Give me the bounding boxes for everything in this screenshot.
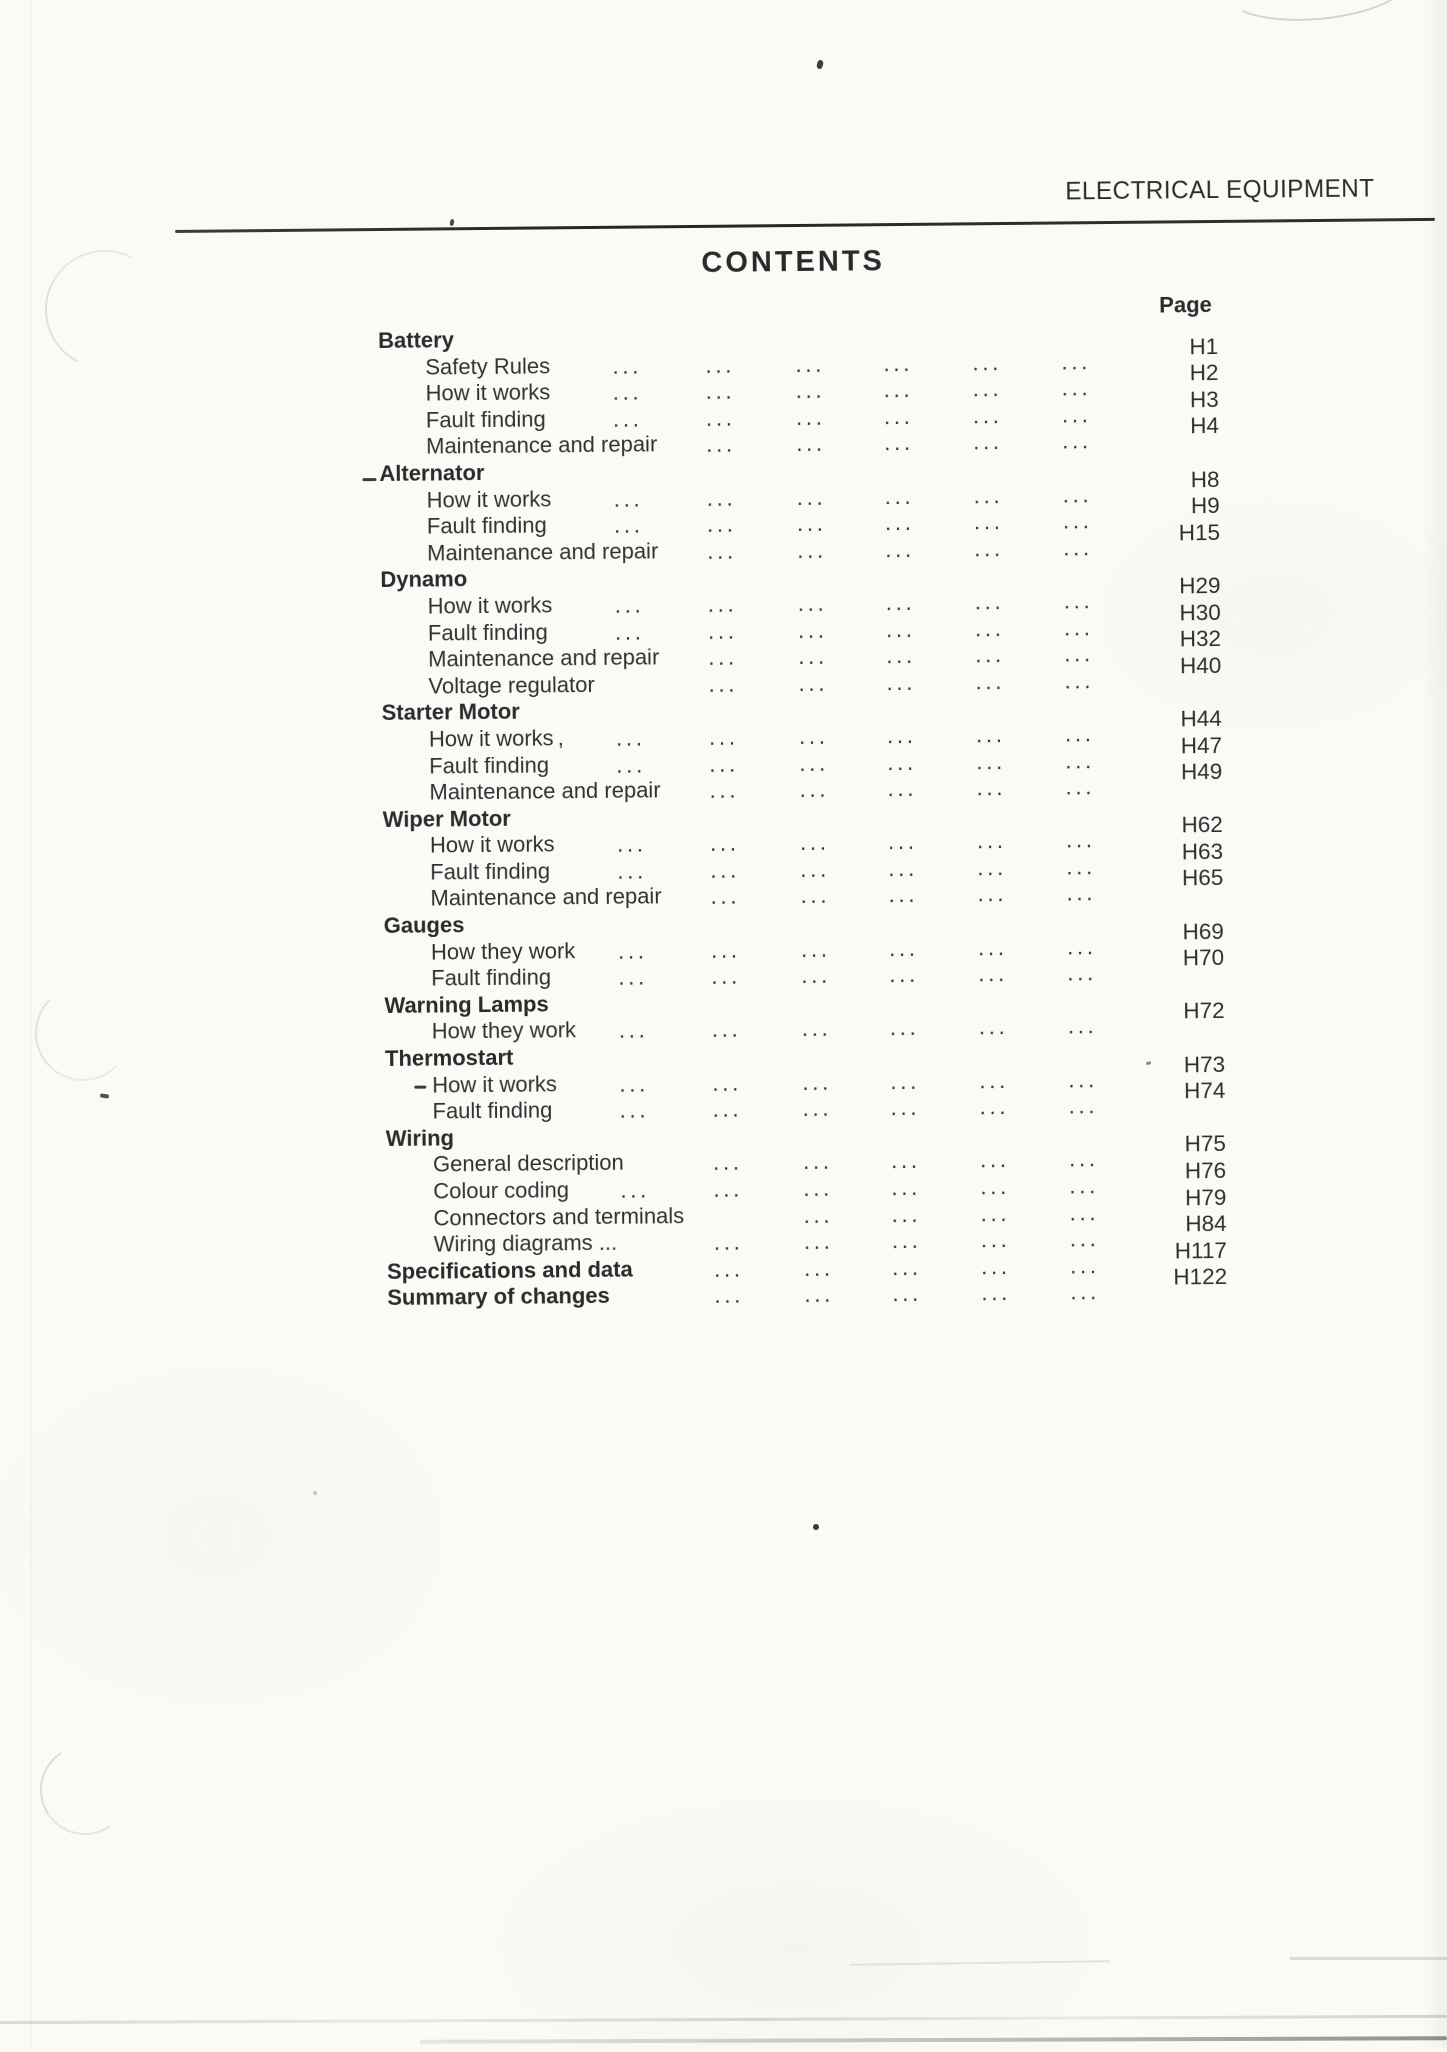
- dot-leader: ...: [890, 1067, 921, 1094]
- toc-item-label: Fault finding: [426, 512, 547, 539]
- dot-leader: ...: [975, 641, 1005, 668]
- dot-leader: ...: [972, 428, 1003, 455]
- dot-leader: ...: [972, 375, 1003, 402]
- dot-leader: ...: [974, 614, 1005, 641]
- dot-leader: ...: [798, 642, 828, 670]
- dot-leader: ...: [710, 936, 741, 963]
- page-number: H65: [1181, 865, 1224, 891]
- toc-item-label: How they work: [430, 937, 576, 965]
- dot-leader: ...: [886, 641, 916, 669]
- toc-item-label: Fault finding: [427, 618, 548, 646]
- dot-leader: ...: [803, 1174, 834, 1201]
- toc-item-label: How they work: [431, 1017, 577, 1044]
- dot-leader: ...: [712, 1069, 743, 1096]
- dot-leader: ...: [979, 1146, 1010, 1173]
- dot-leader: ...: [888, 854, 918, 882]
- dot-leader: ...: [1062, 480, 1093, 508]
- dot-leader: ...: [980, 1172, 1011, 1200]
- dot-leader: ...: [886, 721, 917, 749]
- dot-leader: ...: [617, 857, 647, 884]
- dot-leader: ...: [713, 1228, 744, 1256]
- toc-section-label: Thermostart: [384, 1044, 514, 1072]
- toc-section-label: Battery: [377, 327, 455, 354]
- dot-leader: ...: [613, 485, 644, 512]
- toc-item-label: How it works: [432, 1070, 558, 1098]
- dot-leader: ...: [1061, 427, 1092, 454]
- dot-leader: ...: [1066, 879, 1097, 906]
- dot-leader: ...: [978, 1013, 1009, 1040]
- dot-leader: ...: [713, 1175, 744, 1202]
- toc-item-label: Wiring diagrams ...: [433, 1229, 618, 1257]
- toc-item-label: How it works: [426, 485, 552, 513]
- dot-leader: ...: [1065, 773, 1096, 800]
- page-number: H3: [1189, 386, 1219, 413]
- dot-leader: ...: [712, 1095, 743, 1123]
- toc-section-label: Wiper Motor: [382, 805, 511, 832]
- toc-item-label: Maintenance and repair: [429, 777, 661, 805]
- dot-leader: ...: [612, 378, 643, 405]
- dot-leader: ...: [616, 750, 646, 778]
- page-number: H40: [1179, 652, 1222, 679]
- dot-leader: ...: [883, 429, 914, 456]
- dot-leader: ...: [1067, 1012, 1098, 1039]
- toc-item-label: Fault finding: [429, 751, 550, 779]
- toc-item-label: Summary of changes: [387, 1283, 610, 1311]
- page-number: H4: [1190, 413, 1220, 439]
- dot-leader: ...: [976, 827, 1007, 854]
- dot-leader: ...: [884, 482, 915, 509]
- dot-leader: ...: [795, 403, 826, 430]
- toc-item-label: Maintenance and repair: [425, 431, 658, 459]
- toc-section-label: Alternator: [379, 459, 485, 486]
- dot-leader: ...: [1063, 587, 1094, 614]
- dot-leader: ...: [972, 348, 1003, 375]
- dot-leader: ...: [885, 615, 916, 642]
- dot-leader: ...: [614, 591, 645, 618]
- dot-leader: ...: [1066, 853, 1096, 880]
- dot-leader: ...: [978, 960, 1009, 987]
- dot-leader: ...: [1068, 1065, 1099, 1093]
- dot-leader: ...: [979, 1066, 1010, 1093]
- toc-section-label: Wiring: [385, 1125, 455, 1151]
- dot-leader: ...: [707, 590, 738, 617]
- table-of-contents: [377, 292, 1228, 1312]
- toc-item-label: How it works: [425, 379, 551, 406]
- page-number: H47: [1180, 732, 1223, 758]
- page-number: H79: [1184, 1184, 1227, 1210]
- scan-speck: [313, 1491, 317, 1495]
- toc-item-label: Fault finding: [425, 406, 546, 433]
- dot-leader: ...: [802, 1148, 833, 1175]
- dot-leader: ...: [888, 934, 919, 961]
- dot-leader: ...: [614, 618, 645, 645]
- toc-section-label: Starter Motor: [381, 698, 520, 726]
- dot-leader: ...: [883, 402, 914, 429]
- scan-tick-mark: [1146, 1061, 1152, 1065]
- dot-leader: ...: [981, 1279, 1012, 1306]
- dot-leader: ...: [615, 724, 646, 751]
- toc-item-label: Fault finding: [431, 964, 552, 991]
- dot-leader: ...: [711, 1016, 742, 1043]
- dot-leader: ...: [797, 536, 827, 563]
- page-number: H49: [1180, 759, 1223, 785]
- dot-leader: ...: [977, 880, 1008, 907]
- dot-leader: ...: [801, 961, 832, 989]
- dot-leader: ...: [619, 1070, 650, 1097]
- toc-item-label: General description: [432, 1150, 624, 1177]
- toc-item-label: Maintenance and repair: [427, 538, 659, 566]
- page-number: H8: [1190, 466, 1220, 492]
- dot-leader: ...: [980, 1199, 1011, 1226]
- dot-leader: ...: [890, 1147, 921, 1174]
- dot-leader: ...: [887, 748, 917, 775]
- dot-leader: ...: [883, 349, 914, 376]
- section-header: ELECTRICAL EQUIPMENT: [1065, 174, 1375, 206]
- binder-hole-shadow: [35, 985, 131, 1081]
- page-number: H76: [1184, 1157, 1227, 1184]
- page-number: H15: [1178, 519, 1221, 546]
- dot-leader: ...: [891, 1253, 922, 1280]
- dot-leader: ...: [798, 722, 829, 749]
- dot-leader: ...: [613, 511, 644, 538]
- dot-leader: ...: [803, 1227, 834, 1255]
- dot-leader: ...: [800, 882, 831, 909]
- dot-leader: ...: [1066, 932, 1097, 960]
- dot-leader: ...: [711, 962, 742, 990]
- page-number: H84: [1185, 1211, 1227, 1237]
- dot-leader: ...: [1061, 347, 1092, 375]
- dot-leader: ...: [620, 1176, 651, 1203]
- dot-leader: ...: [980, 1252, 1011, 1280]
- dot-leader: ...: [891, 1227, 922, 1254]
- dot-leader: ...: [976, 774, 1007, 801]
- dot-leader: ...: [796, 483, 827, 510]
- dot-leader: ...: [799, 749, 829, 776]
- dot-leader: ...: [800, 855, 830, 882]
- dot-leader: ...: [972, 401, 1003, 429]
- dot-leader: ...: [884, 509, 915, 536]
- dot-leader: ...: [980, 1226, 1011, 1253]
- page-number: H1: [1189, 333, 1219, 359]
- dot-leader: ...: [710, 883, 741, 910]
- dot-leader: ...: [612, 405, 643, 432]
- dot-leader: ...: [802, 1068, 833, 1095]
- page-number: H2: [1189, 360, 1219, 386]
- page-title: CONTENTS: [701, 245, 886, 279]
- pencil-underscore-mark: [362, 478, 376, 482]
- toc-section-label: Warning Lamps: [384, 991, 549, 1018]
- dot-leader: ...: [884, 535, 915, 562]
- dot-leader: ...: [1069, 1198, 1100, 1226]
- dot-leader: ...: [795, 350, 826, 377]
- toc-item-label: How it works: [429, 831, 555, 858]
- dot-leader: ...: [802, 1094, 833, 1122]
- page-number: H32: [1179, 626, 1222, 652]
- header-rule: [175, 218, 1435, 233]
- page-number: H44: [1180, 705, 1222, 732]
- page-number: H29: [1179, 572, 1221, 599]
- dot-leader: ...: [617, 937, 648, 964]
- page-number: H122: [1173, 1264, 1228, 1290]
- dot-leader: ...: [1065, 746, 1095, 773]
- dot-leader: ...: [974, 587, 1005, 615]
- dot-leader: ...: [892, 1280, 923, 1307]
- dot-leader: ...: [1062, 533, 1093, 561]
- dot-leader: ...: [1068, 1145, 1099, 1172]
- toc-item-label: How it works: [428, 725, 554, 752]
- toc-section-label: Dynamo: [380, 566, 468, 593]
- dot-leader: ...: [798, 669, 829, 696]
- dot-leader: ...: [891, 1173, 922, 1201]
- dot-leader: ...: [1062, 507, 1093, 534]
- dot-leader: ...: [797, 616, 828, 643]
- dot-leader: ...: [705, 430, 736, 458]
- toc-item-label: Safety Rules: [425, 352, 551, 380]
- toc-item-label: Fault finding: [432, 1097, 553, 1124]
- dot-leader: ...: [890, 1094, 921, 1121]
- dot-leader: ...: [707, 617, 738, 644]
- dot-leader: ...: [889, 1014, 920, 1041]
- dot-leader: ...: [1064, 720, 1095, 747]
- stray-comma-mark: ,: [557, 725, 564, 751]
- dot-leader: ...: [612, 352, 643, 379]
- page-number: H117: [1174, 1237, 1227, 1264]
- dot-leader: ...: [707, 537, 737, 564]
- page-number: H69: [1182, 918, 1224, 944]
- toc-item-label: Colour coding: [433, 1177, 570, 1204]
- dot-leader: ...: [712, 1148, 743, 1176]
- dot-leader: ...: [1061, 374, 1092, 401]
- dot-leader: ...: [799, 775, 830, 803]
- page-number: H63: [1181, 838, 1224, 865]
- dot-leader: ...: [705, 351, 736, 378]
- dot-leader: ...: [1069, 1172, 1100, 1199]
- dot-leader: ...: [1069, 1225, 1100, 1252]
- dot-leader: ...: [1069, 1251, 1100, 1279]
- dot-leader: ...: [709, 776, 740, 803]
- dot-leader: ...: [883, 376, 914, 403]
- toc-item-label: Voltage regulator: [428, 671, 595, 699]
- page-edge-shadow: [1290, 1957, 1447, 1960]
- page-number: H62: [1181, 812, 1223, 838]
- dot-leader: ...: [891, 1200, 922, 1227]
- dot-leader: ...: [804, 1281, 835, 1308]
- dot-leader: ...: [618, 1016, 649, 1044]
- dot-leader: ...: [973, 481, 1004, 508]
- dot-leader: ...: [797, 589, 828, 616]
- dot-leader: ...: [975, 720, 1006, 748]
- dot-leader: ...: [619, 1096, 650, 1123]
- page-number: H75: [1184, 1131, 1226, 1157]
- dot-leader: ...: [1064, 666, 1095, 694]
- dot-leader: ...: [706, 484, 737, 511]
- dot-leader: ...: [973, 534, 1004, 562]
- dot-leader: ...: [1063, 613, 1094, 640]
- page-number: H70: [1182, 945, 1225, 971]
- dot-leader: ...: [885, 588, 916, 616]
- dot-leader: ...: [795, 430, 826, 457]
- dot-leader: ...: [799, 828, 830, 856]
- toc-item-label: Maintenance and repair: [430, 883, 662, 912]
- toc-section-label: Gauges: [383, 912, 465, 939]
- dot-leader: ...: [706, 510, 737, 538]
- page-number: H9: [1190, 493, 1220, 519]
- dot-leader: ...: [709, 829, 740, 857]
- dot-leader: ...: [803, 1201, 834, 1228]
- dot-leader: ...: [1070, 1278, 1101, 1305]
- dot-leader: ...: [713, 1255, 744, 1282]
- toc-item-label: How it works: [427, 592, 553, 619]
- dot-leader: ...: [975, 667, 1006, 695]
- dot-leader: ...: [977, 853, 1007, 881]
- dot-leader: ...: [710, 856, 740, 883]
- dot-leader: ...: [705, 377, 736, 405]
- dot-leader: ...: [803, 1254, 834, 1281]
- toc-item-label: Fault finding: [430, 858, 551, 885]
- dot-leader: ...: [887, 828, 918, 855]
- dot-leader: ...: [618, 963, 649, 990]
- dot-leader: ...: [979, 1093, 1010, 1120]
- toc-item-label: Specifications and data: [386, 1256, 633, 1284]
- dot-leader: ...: [1067, 959, 1097, 986]
- dot-leader: ...: [708, 723, 739, 750]
- dot-leader: ...: [801, 1015, 832, 1042]
- dot-leader: ...: [705, 404, 736, 431]
- dot-leader: ...: [977, 933, 1008, 960]
- dot-leader: ...: [1064, 640, 1094, 667]
- dot-leader: ...: [708, 670, 739, 697]
- page-column-label: Page: [1159, 292, 1212, 318]
- dot-leader: ...: [886, 668, 917, 695]
- page-number: H30: [1179, 599, 1221, 625]
- dot-leader: ...: [887, 774, 918, 802]
- toc-item-label: Connectors and terminals: [433, 1202, 685, 1231]
- dot-leader: ...: [616, 830, 647, 858]
- dot-leader: ...: [708, 643, 738, 670]
- toc-item-label: Maintenance and repair: [428, 644, 660, 672]
- page-number: H74: [1183, 1078, 1226, 1104]
- dot-leader: ...: [1068, 1092, 1099, 1119]
- page-number: H73: [1115, 1052, 1225, 1080]
- dot-leader: ...: [796, 509, 827, 537]
- dot-leader: ...: [800, 935, 831, 962]
- dot-leader: ...: [1065, 826, 1096, 853]
- dot-leader: ...: [889, 961, 920, 988]
- dot-leader: ...: [709, 750, 739, 777]
- dot-leader: ...: [973, 508, 1004, 535]
- page-number: H72: [1183, 998, 1225, 1024]
- dot-leader: ...: [1061, 400, 1092, 428]
- dot-leader: ...: [976, 747, 1006, 774]
- dot-leader: ...: [795, 376, 826, 404]
- pencil-dash-mark: [414, 1085, 426, 1089]
- dot-leader: ...: [888, 881, 919, 908]
- scan-speck: [813, 1524, 819, 1530]
- dot-leader: ...: [714, 1281, 745, 1309]
